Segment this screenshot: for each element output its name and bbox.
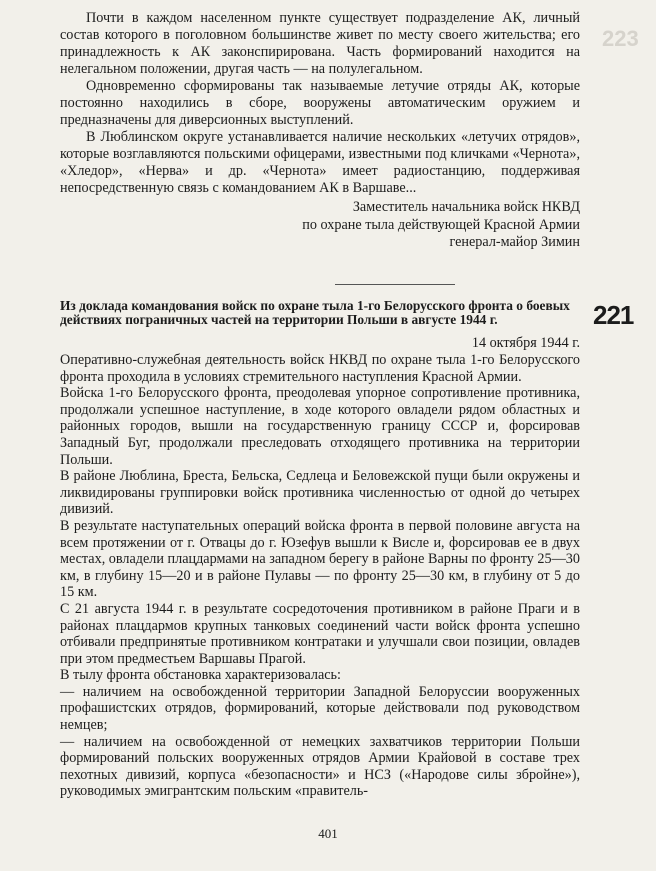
body-paragraph-5: С 21 августа 1944 г. в результате сосредоточения противником в районе Праги и в районах плацдармов крупных танковых соединений части войск фронта успешно отбивали предпринятые противником контратаки и улучшали свои позиции, овладев при этом предместьем Варшавы Прагой. — [60, 600, 580, 667]
page-number: 401 — [318, 826, 338, 841]
body-paragraph-8: — наличием на освобожденной от немецких захватчиков территории Польши формирований польских вооруженных отрядов Армии Крайовой в составе трех пехотных дивизий, корпуса «безопасности» и НСЗ («Народове силы збройне»), руководимых эмигрантским польским «правитель- — [60, 733, 580, 800]
intro-paragraph-2: Одновременно сформированы так называемые летучие отряды АК, которые постоянно находились в сборе, вооружены автоматическим оружием и предназначены для диверсионных выступлений. — [60, 78, 580, 128]
signature-line-1: Заместитель начальника войск НКВД — [352, 199, 580, 215]
signature-line-2: по охране тыла действующей Красной Армии — [302, 216, 580, 233]
body-paragraph-2: Войска 1-го Белорусского фронта, преодолевая упорное сопротивление противника, продолжали успешное наступление, в ходе которого овладели рядом областных и районных городов, вышли на государственную границу СССР и, форсировав Западный Буг, продолжали преследовать отходящего противника на территории Польши. — [60, 385, 580, 468]
body-paragraph-1: Оперативно-служебная деятельность войск НКВД по охране тыла 1-го Белорусского фронта проходила в условиях стремительного наступления Красной Армии. — [60, 352, 580, 385]
section-divider — [335, 284, 455, 285]
body-paragraph-3: В районе Люблина, Бреста, Бельска, Седлеца и Беловежской пущи были окружены и ликвидированы группировки войск противника численностью от одной до четырех дивизий. — [60, 468, 580, 518]
intro-text-block — [60, 10, 580, 252]
signature-block — [60, 199, 580, 252]
body-paragraph-6: В тылу фронта обстановка характеризовалась: — [60, 667, 341, 684]
body-paragraph-7: — наличием на освобожденной территории Западной Белоруссии вооруженных профашистских отрядов, формирований, которые действовали под руководством немцев; — [60, 683, 580, 734]
signature-line-3: генерал-майор Зимин — [449, 234, 580, 250]
intro-paragraph-3: В Люблинском округе устанавливается наличие нескольких «летучих отрядов», которые возглавляются польскими офицерами, известными под кличками «Чернота», «Хледор», «Нерва» и др. «Чернота» имеет радиостанцию, поддерживая непосредственную связь с командованием АК в Варшаве... — [60, 129, 580, 196]
intro-paragraph-1: Почти в каждом населенном пункте существует подразделение АК, личный состав которого в поголовном большинстве живет по месту своего жительства; его принадлежность к АК законспирирована. Часть формирований находится на нелегальном положении, другая часть — на полулегальном. — [60, 10, 580, 77]
document-date: 14 октября 1944 г. — [471, 335, 580, 351]
document-heading: Из доклада командования войск по охране тыла 1-го Белорусского фронта о боевых действиях пограничных частей на территории Польши в августе 1944 г. — [60, 298, 570, 327]
bleed-through-page-number: 223 — [602, 26, 639, 51]
body-paragraph-4: В результате наступательных операций войска фронта в первой половине августа на всем протяжении от г. Отвацы до г. Юзефув вышли к Висле и, форсировав ее в двух местах, овладели плацдармами на западном берегу в районе Варны по фронту 25—30 км, в глубину 15—20 и в районе Пулавы — по фронту 25—30 км, в глубину от 5 до 15 км. — [60, 517, 580, 601]
document-body — [60, 352, 580, 800]
document-number: 221 — [593, 300, 634, 330]
